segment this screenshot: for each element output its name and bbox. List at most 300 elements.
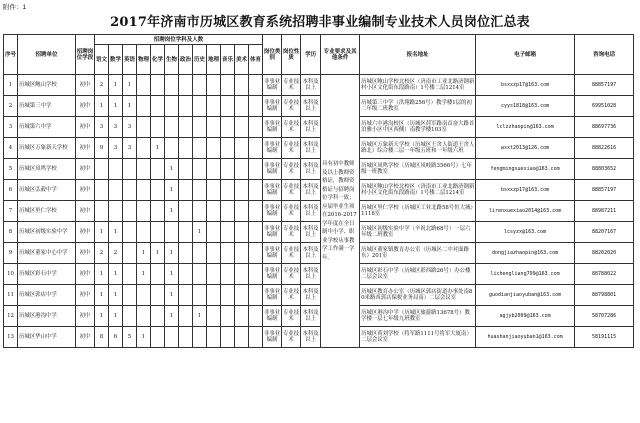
cell-subject-count	[193, 285, 207, 306]
cell-subject-count	[235, 222, 249, 243]
cell-subject-count	[179, 327, 193, 348]
cell-subject-count	[151, 327, 165, 348]
cell-category: 非事业编制	[263, 285, 282, 306]
cell-subject-count	[207, 306, 221, 327]
cell-subject-count	[249, 117, 263, 138]
cell-seq: 11	[4, 285, 18, 306]
cell-subject-count	[179, 75, 193, 96]
cell-subject-count	[249, 180, 263, 201]
cell-subject-count: 1	[151, 243, 165, 264]
table-row	[4, 159, 634, 180]
table-row	[4, 75, 634, 96]
cell-subject-count: 1	[193, 306, 207, 327]
cell-subject-count	[193, 264, 207, 285]
header-subject: 数学	[109, 45, 123, 75]
cell-phone: 58707286	[575, 306, 634, 327]
cell-email: lcsyzx@163.com	[476, 222, 575, 243]
cell-subject-count	[235, 138, 249, 159]
table-row	[4, 327, 634, 348]
header-address: 报名地址	[360, 35, 476, 75]
cell-subject-count	[207, 264, 221, 285]
cell-education: 本科及以上	[301, 75, 321, 96]
cell-subject-count	[207, 117, 221, 138]
cell-subject-count	[165, 96, 179, 117]
cell-subject-count: 1	[137, 327, 151, 348]
cell-subject-count	[221, 180, 235, 201]
cell-subject-count	[165, 222, 179, 243]
cell-subject-count: 1	[137, 264, 151, 285]
cell-education: 本科及以上	[301, 180, 321, 201]
cell-subject-count	[109, 201, 123, 222]
cell-subject-count	[179, 243, 193, 264]
cell-subject-count	[151, 264, 165, 285]
cell-level: 初中	[76, 285, 95, 306]
table-row	[4, 243, 634, 264]
cell-nature: 专业技术	[282, 180, 301, 201]
cell-subject-count	[137, 159, 151, 180]
cell-subject-count: 1	[123, 75, 137, 96]
cell-subject-count: 9	[95, 138, 109, 159]
cell-subject-count: 8	[95, 327, 109, 348]
cell-seq: 13	[4, 327, 18, 348]
cell-subject-count	[137, 117, 151, 138]
cell-subject-count: 1	[137, 243, 151, 264]
cell-address: 历城区凤鸣学校（历城区凤岐路3566号）七年级一班教室	[360, 159, 476, 180]
cell-subject-count	[193, 96, 207, 117]
cell-address: 历城区鲍山学校北校区（济南市工业北路济钢新村小区文化街东段路南）1号楼二层1214室	[360, 75, 476, 96]
cell-unit: 历城区里仁学校	[18, 201, 76, 222]
cell-unit: 历城区港沟中学	[18, 306, 76, 327]
header-subject: 体育	[249, 45, 263, 75]
cell-level: 初中	[76, 243, 95, 264]
cell-subject-count: 3	[123, 117, 137, 138]
cell-unit: 历城第三中学	[18, 96, 76, 117]
cell-subject-count	[123, 201, 137, 222]
cell-subject-count: 3	[123, 138, 137, 159]
cell-subject-count: 1	[165, 306, 179, 327]
cell-subject-count: 1	[165, 201, 179, 222]
cell-subject-count: 2	[109, 243, 123, 264]
cell-unit: 历城区鲍山学校	[18, 75, 76, 96]
table-row	[4, 138, 634, 159]
cell-email: dongjiazhaopin@163.com	[476, 243, 575, 264]
cell-subject-count	[151, 117, 165, 138]
cell-subject-count	[179, 180, 193, 201]
cell-subject-count	[179, 306, 193, 327]
cell-subject-count	[123, 306, 137, 327]
cell-subject-count	[221, 306, 235, 327]
cell-subject-count	[249, 96, 263, 117]
cell-unit: 历城区弘毅中学	[18, 180, 76, 201]
cell-subject-count	[137, 306, 151, 327]
cell-subject-count	[151, 180, 165, 201]
cell-subject-count: 1	[95, 96, 109, 117]
cell-subject-count: 1	[109, 306, 123, 327]
cell-subject-count	[95, 180, 109, 201]
cell-subject-count: 1	[165, 243, 179, 264]
cell-address: 历城第三中学（洪翔路256号）教学楼1层的初二年级二班教室	[360, 96, 476, 117]
cell-subject-count	[207, 159, 221, 180]
cell-unit: 历城区郭店中学	[18, 285, 76, 306]
cell-subject-count	[249, 306, 263, 327]
cell-education: 本科及以上	[301, 222, 321, 243]
cell-subject-count	[193, 180, 207, 201]
cell-nature: 专业技术	[282, 327, 301, 348]
cell-subject-count	[221, 264, 235, 285]
cell-subject-count	[123, 222, 137, 243]
header-level: 招聘岗位学段	[76, 35, 95, 75]
cell-subject-count	[193, 243, 207, 264]
cell-phone: 88697736	[575, 117, 634, 138]
cell-nature: 专业技术	[282, 243, 301, 264]
cell-subject-count	[109, 159, 123, 180]
cell-nature: 专业技术	[282, 306, 301, 327]
cell-subject-count	[249, 201, 263, 222]
cell-subject-count	[151, 159, 165, 180]
header-subject: 地理	[207, 45, 221, 75]
cell-phone: 58191115	[575, 327, 634, 348]
cell-level: 初中	[76, 159, 95, 180]
cell-subject-count	[221, 222, 235, 243]
cell-subject-count	[207, 96, 221, 117]
cell-address: 历城区教育办公室（历城区郭店街道办事处南80米路西郭店保税业务局南）二层会议室	[360, 285, 476, 306]
cell-seq: 3	[4, 117, 18, 138]
positions-table	[3, 34, 634, 348]
cell-email: lichengliang799@163.com	[476, 264, 575, 285]
cell-phone: 88803652	[575, 159, 634, 180]
cell-special-requirement: 具有初中教师及以上教师资格证，教师资格证与招聘岗位学科一致；应届毕业生须在2016-2017学年度在全日制中小学、职业学校从事教学工作满一学年。	[321, 75, 360, 348]
cell-subject-count	[165, 117, 179, 138]
cell-nature: 专业技术	[282, 222, 301, 243]
document-title: 2017年济南市历城区教育系统招聘非事业编制专业技术人员岗位汇总表	[110, 15, 530, 30]
cell-level: 初中	[76, 96, 95, 117]
cell-level: 初中	[76, 222, 95, 243]
cell-subject-count	[221, 117, 235, 138]
cell-nature: 专业技术	[282, 264, 301, 285]
cell-subject-count	[193, 117, 207, 138]
cell-seq: 5	[4, 159, 18, 180]
cell-category: 非事业编制	[263, 117, 282, 138]
cell-subject-count: 1	[165, 264, 179, 285]
cell-subject-count	[179, 285, 193, 306]
table-row	[4, 222, 634, 243]
cell-subject-count	[207, 138, 221, 159]
cell-category: 非事业编制	[263, 180, 282, 201]
cell-subject-count	[123, 180, 137, 201]
cell-address: 历城区彩石中学（历城区彩西路26号）办公楼二层会议室	[360, 264, 476, 285]
cell-subject-count	[179, 159, 193, 180]
cell-level: 初中	[76, 75, 95, 96]
cell-email: lirenxuexiao2014@163.com	[476, 201, 575, 222]
table-row	[4, 117, 634, 138]
cell-subject-count	[137, 180, 151, 201]
header-category: 岗位类别	[263, 35, 282, 75]
cell-subject-count	[249, 264, 263, 285]
cell-subject-count: 5	[123, 327, 137, 348]
cell-subject-count	[207, 285, 221, 306]
cell-subject-count	[221, 138, 235, 159]
cell-nature: 专业技术	[282, 138, 301, 159]
cell-subject-count	[123, 285, 137, 306]
cell-phone: 88822616	[575, 138, 634, 159]
cell-subject-count	[95, 159, 109, 180]
cell-subject-count: 1	[95, 306, 109, 327]
cell-subject-count	[221, 243, 235, 264]
cell-subject-count	[151, 285, 165, 306]
cell-education: 本科及以上	[301, 327, 321, 348]
cell-seq: 1	[4, 75, 18, 96]
cell-level: 初中	[76, 306, 95, 327]
cell-email: bsxxzp17@163.com	[476, 180, 575, 201]
cell-subject-count	[123, 159, 137, 180]
cell-category: 非事业编制	[263, 96, 282, 117]
cell-unit: 历城区初级实验中学	[18, 222, 76, 243]
cell-unit: 历城区董家中心中学	[18, 243, 76, 264]
cell-subject-count	[193, 327, 207, 348]
cell-subject-count	[123, 264, 137, 285]
cell-subject-count: 1	[165, 159, 179, 180]
table-row	[4, 306, 634, 327]
cell-subject-count: 2	[95, 75, 109, 96]
cell-subject-count: 1	[109, 75, 123, 96]
cell-subject-count	[193, 201, 207, 222]
cell-subject-count: 6	[109, 327, 123, 348]
cell-subject-count: 1	[123, 96, 137, 117]
cell-subject-count	[137, 285, 151, 306]
cell-subject-count	[221, 327, 235, 348]
cell-email: lclzzhaopin@163.com	[476, 117, 575, 138]
cell-nature: 专业技术	[282, 117, 301, 138]
header-phone: 咨询电话	[575, 35, 634, 75]
cell-phone: 69951028	[575, 96, 634, 117]
cell-unit: 历城区华山中学	[18, 327, 76, 348]
cell-subject-count	[235, 201, 249, 222]
cell-subject-count	[193, 138, 207, 159]
header-special: 专业要求及其他条件	[321, 35, 360, 75]
cell-subject-count	[207, 201, 221, 222]
cell-email: guodianjiaoyuban@163.com	[476, 285, 575, 306]
cell-category: 非事业编制	[263, 243, 282, 264]
cell-subject-count	[151, 306, 165, 327]
cell-subject-count	[179, 138, 193, 159]
cell-subject-count	[207, 180, 221, 201]
cell-subject-count	[123, 243, 137, 264]
cell-category: 非事业编制	[263, 159, 282, 180]
cell-subject-count	[221, 159, 235, 180]
cell-subject-count: 1	[95, 264, 109, 285]
cell-seq: 4	[4, 138, 18, 159]
cell-subject-count: 3	[95, 117, 109, 138]
cell-level: 初中	[76, 180, 95, 201]
cell-subject-count	[249, 327, 263, 348]
cell-phone: 88987211	[575, 201, 634, 222]
header-subject: 英语	[123, 45, 137, 75]
cell-subject-count	[165, 75, 179, 96]
cell-subject-count: 1	[109, 96, 123, 117]
cell-level: 初中	[76, 327, 95, 348]
cell-subject-count: 1	[95, 222, 109, 243]
header-education: 学历	[301, 35, 321, 75]
cell-seq: 2	[4, 96, 18, 117]
header-subject: 政治	[179, 45, 193, 75]
cell-nature: 专业技术	[282, 75, 301, 96]
cell-category: 非事业编制	[263, 75, 282, 96]
table-row	[4, 285, 634, 306]
cell-education: 本科及以上	[301, 243, 321, 264]
cell-address: 历城六中港沟校区（历城区荷军路南首奋大路首泊雅小区中区西侧）南教学楼103室	[360, 117, 476, 138]
cell-level: 初中	[76, 264, 95, 285]
cell-subject-count: 1	[193, 222, 207, 243]
header-nature: 岗位性质	[282, 35, 301, 75]
cell-category: 非事业编制	[263, 264, 282, 285]
cell-email: wsxt2013@126.com	[476, 138, 575, 159]
cell-education: 本科及以上	[301, 264, 321, 285]
header-subjects-group: 招聘岗位学科及人数	[95, 35, 263, 45]
cell-subject-count	[151, 96, 165, 117]
header-subject: 历史	[193, 45, 207, 75]
cell-subject-count	[95, 201, 109, 222]
cell-education: 本科及以上	[301, 117, 321, 138]
cell-seq: 12	[4, 306, 18, 327]
cell-nature: 专业技术	[282, 96, 301, 117]
table-row	[4, 180, 634, 201]
cell-subject-count	[179, 264, 193, 285]
cell-subject-count	[207, 75, 221, 96]
cell-category: 非事业编制	[263, 201, 282, 222]
cell-nature: 专业技术	[282, 201, 301, 222]
cell-subject-count	[221, 96, 235, 117]
cell-subject-count: 2	[95, 243, 109, 264]
cell-education: 本科及以上	[301, 96, 321, 117]
attachment-label: 附件：1	[3, 4, 27, 11]
cell-subject-count	[221, 285, 235, 306]
cell-subject-count	[179, 201, 193, 222]
cell-phone: 88857197	[575, 75, 634, 96]
cell-education: 本科及以上	[301, 159, 321, 180]
cell-level: 初中	[76, 138, 95, 159]
cell-subject-count	[207, 243, 221, 264]
cell-email: bsxxzp17@163.com	[476, 75, 575, 96]
cell-subject-count	[235, 243, 249, 264]
header-subject: 生物	[165, 45, 179, 75]
header-subject: 音乐	[221, 45, 235, 75]
cell-subject-count: 1	[109, 264, 123, 285]
cell-subject-count	[137, 96, 151, 117]
cell-level: 初中	[76, 201, 95, 222]
cell-subject-count	[235, 306, 249, 327]
cell-subject-count	[151, 222, 165, 243]
header-subject: 物理	[137, 45, 151, 75]
cell-category: 非事业编制	[263, 222, 282, 243]
cell-subject-count: 1	[95, 285, 109, 306]
cell-subject-count	[137, 138, 151, 159]
cell-subject-count	[151, 201, 165, 222]
cell-subject-count	[109, 180, 123, 201]
cell-phone: 88207167	[575, 222, 634, 243]
cell-email: fengmingxuexiao@163.com	[476, 159, 575, 180]
header-email: 电子邮箱	[476, 35, 575, 75]
cell-email: huashanjiaoyuban1@163.com	[476, 327, 575, 348]
header-subject: 语文	[95, 45, 109, 75]
cell-seq: 6	[4, 180, 18, 201]
cell-level: 初中	[76, 117, 95, 138]
cell-education: 本科及以上	[301, 201, 321, 222]
cell-subject-count: 1	[151, 138, 165, 159]
cell-subject-count	[235, 159, 249, 180]
cell-subject-count	[165, 138, 179, 159]
cell-subject-count: 1	[109, 285, 123, 306]
cell-category: 非事业编制	[263, 138, 282, 159]
cell-category: 非事业编制	[263, 327, 282, 348]
cell-subject-count	[249, 243, 263, 264]
cell-phone: 88202020	[575, 243, 634, 264]
cell-email: agjyb2009@163.com	[476, 306, 575, 327]
cell-unit: 历城区万象新天学校	[18, 138, 76, 159]
cell-address: 历城区荷刘学校（将军路1111号将军大厦南）二层会议室	[360, 327, 476, 348]
cell-address: 历城区万象新天学校（历城区王舍人街道王舍人路北）综合楼二层一年级五班和一年级六班	[360, 138, 476, 159]
cell-education: 本科及以上	[301, 138, 321, 159]
cell-seq: 10	[4, 264, 18, 285]
cell-subject-count	[221, 75, 235, 96]
cell-address: 历城区鲍山学校北校区（济南市工业北路济钢新村小区文化街东段路南）1号楼二层1214室	[360, 180, 476, 201]
cell-nature: 专业技术	[282, 285, 301, 306]
header-seq: 序号	[4, 35, 18, 75]
cell-subject-count	[179, 96, 193, 117]
cell-subject-count	[207, 327, 221, 348]
cell-subject-count	[151, 75, 165, 96]
cell-address: 历城区初级实验中学（辛祝北路68号）一层六年级二班教室	[360, 222, 476, 243]
cell-subject-count	[235, 96, 249, 117]
cell-unit: 历城第六中学	[18, 117, 76, 138]
cell-subject-count	[165, 327, 179, 348]
cell-address: 历城区里仁学校（历城区工业北路58号恒大城）1118室	[360, 201, 476, 222]
cell-subject-count	[193, 159, 207, 180]
cell-subject-count	[235, 117, 249, 138]
header-unit: 招聘单位	[18, 35, 76, 75]
cell-subject-count	[207, 222, 221, 243]
cell-seq: 9	[4, 243, 18, 264]
cell-seq: 7	[4, 201, 18, 222]
cell-subject-count	[137, 201, 151, 222]
cell-subject-count: 3	[109, 138, 123, 159]
cell-phone: 88798801	[575, 285, 634, 306]
table-row	[4, 96, 634, 117]
cell-education: 本科及以上	[301, 285, 321, 306]
header-subject: 化学	[151, 45, 165, 75]
header-subject: 美术	[235, 45, 249, 75]
cell-subject-count	[249, 138, 263, 159]
cell-subject-count	[249, 285, 263, 306]
cell-subject-count	[249, 222, 263, 243]
cell-subject-count: 1	[165, 285, 179, 306]
cell-subject-count	[221, 201, 235, 222]
cell-address: 历城区董家镇教育办公室（历城区二中对面路东）201室	[360, 243, 476, 264]
cell-subject-count: 3	[109, 117, 123, 138]
cell-subject-count: 1	[109, 222, 123, 243]
table-row	[4, 201, 634, 222]
cell-subject-count	[137, 75, 151, 96]
cell-category: 非事业编制	[263, 306, 282, 327]
cell-subject-count	[249, 75, 263, 96]
cell-phone: 88857197	[575, 180, 634, 201]
cell-subject-count	[235, 180, 249, 201]
cell-subject-count: 1	[165, 180, 179, 201]
cell-email: cyys1818@163.com	[476, 96, 575, 117]
cell-subject-count	[235, 75, 249, 96]
cell-phone: 88788022	[575, 264, 634, 285]
cell-subject-count	[137, 222, 151, 243]
cell-nature: 专业技术	[282, 159, 301, 180]
